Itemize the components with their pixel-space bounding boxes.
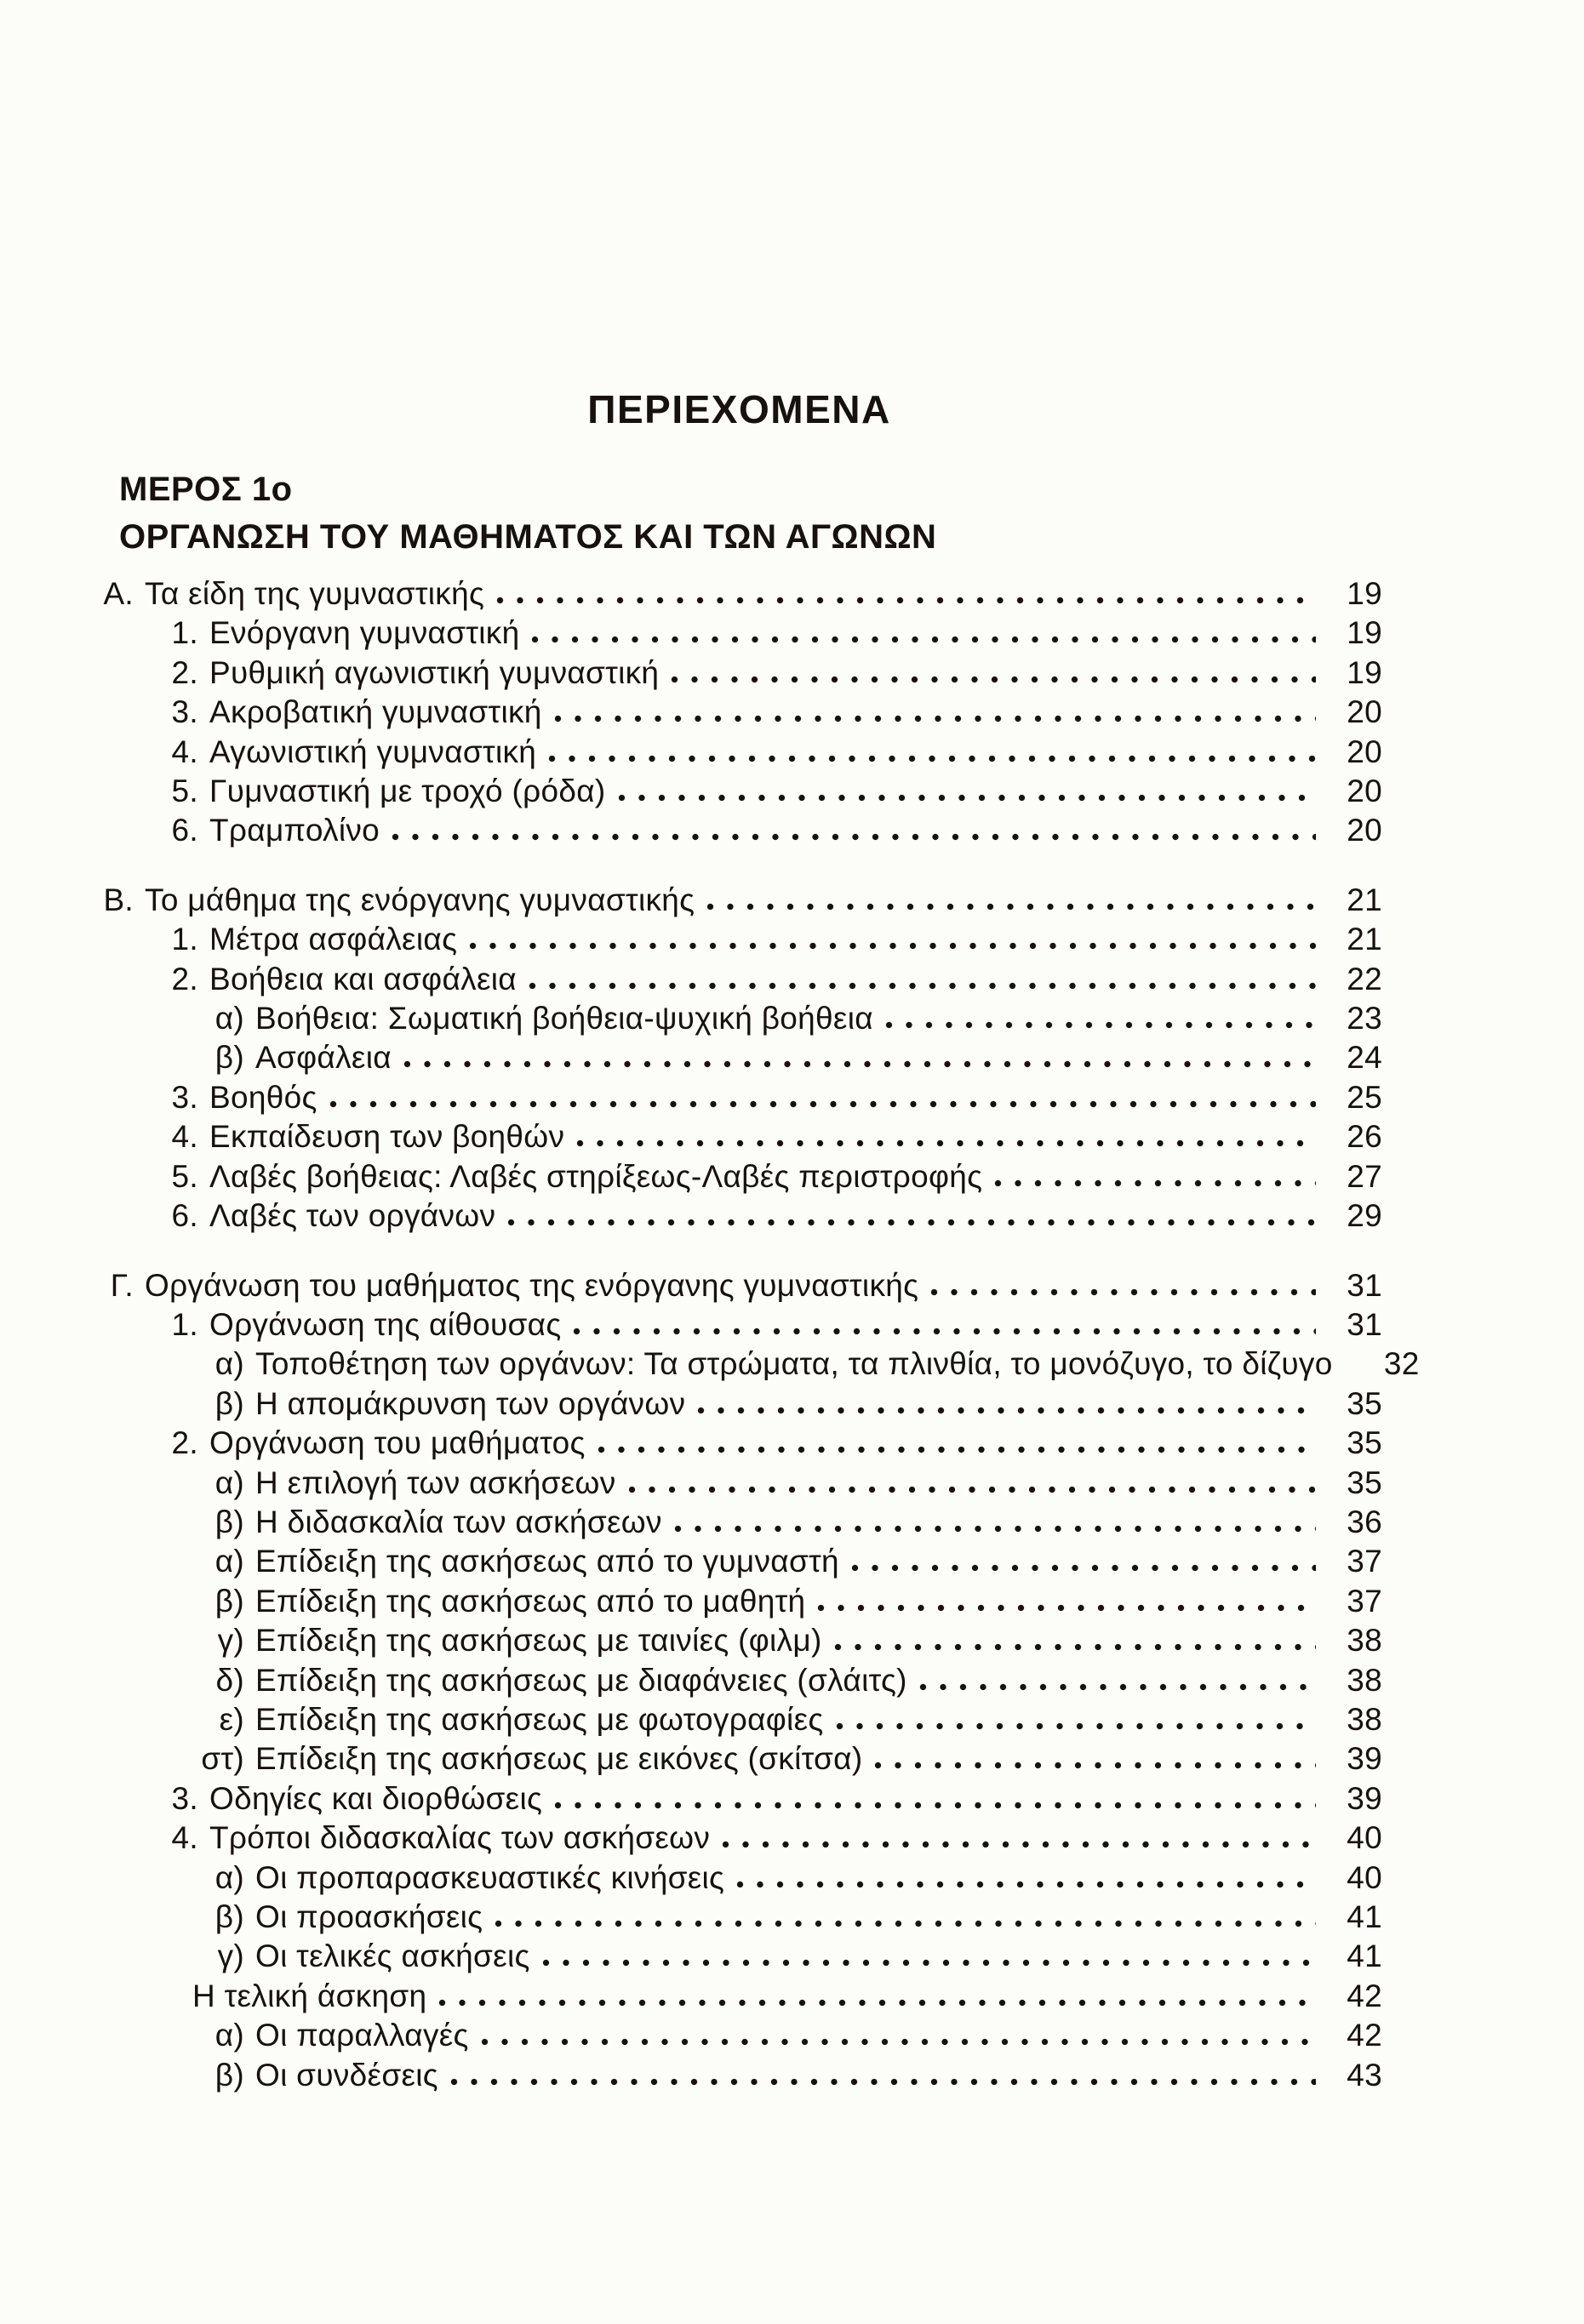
entry-title: Ακροβατική γυμναστική xyxy=(209,694,542,730)
entry-page-number: 35 xyxy=(1347,1425,1382,1461)
entry-title: Οι παραλλαγές xyxy=(255,2018,469,2053)
toc-entry xyxy=(92,574,1382,614)
toc-entry xyxy=(92,614,1382,653)
dot-leader xyxy=(697,1407,1316,1414)
entry-page-number: 24 xyxy=(1347,1040,1382,1076)
dot-leader xyxy=(885,1021,1316,1029)
entry-label: α) xyxy=(214,2018,244,2053)
entry-title: Επίδειξη της ασκήσεως με εικόνες (σκίτσα) xyxy=(255,1741,863,1777)
entry-title: Οδηγίες και διορθώσεις xyxy=(209,1780,543,1816)
toc-entry xyxy=(92,1503,1382,1542)
entry-page-number: 35 xyxy=(1347,1385,1382,1421)
entry-label: β) xyxy=(214,1583,244,1619)
toc-entry xyxy=(92,1898,1382,1937)
toc-entry xyxy=(92,1859,1382,1898)
dot-leader xyxy=(531,636,1316,643)
entry-page-number: 32 xyxy=(1383,1346,1420,1382)
entry-label: 5. xyxy=(171,774,198,809)
toc-entry xyxy=(92,999,1382,1038)
entry-page-number: 21 xyxy=(1347,922,1382,957)
entry-label: 2. xyxy=(171,961,198,996)
entry-title: Μέτρα ασφάλειας xyxy=(209,922,458,957)
dot-leader xyxy=(618,794,1316,802)
dot-leader xyxy=(554,715,1316,722)
toc-entry xyxy=(92,1700,1382,1739)
entry-title: Η επιλογή των ασκήσεων xyxy=(255,1465,616,1500)
page-title: ΠΕΡΙΕΧΟΜΕΝΑ xyxy=(587,387,891,431)
toc-entry xyxy=(92,1739,1382,1779)
dot-leader xyxy=(495,1920,1316,1927)
dot-leader xyxy=(930,1288,1316,1296)
dot-leader xyxy=(576,1139,1316,1147)
entry-page-number: 38 xyxy=(1347,1662,1382,1698)
toc-list xyxy=(92,574,1420,2095)
entry-title: Οι προπαρασκευαστικές κινήσεις xyxy=(255,1859,725,1895)
entry-title: Ασφάλεια xyxy=(255,1040,392,1076)
entry-label: 4. xyxy=(171,1820,198,1856)
dot-leader xyxy=(481,2038,1316,2046)
part-heading xyxy=(119,465,1584,561)
toc-entry xyxy=(92,920,1382,959)
entry-page-number: 25 xyxy=(1347,1079,1382,1115)
entry-page-number: 37 xyxy=(1347,1544,1382,1579)
entry-title: Τραμπολίνο xyxy=(209,813,380,848)
dot-leader xyxy=(329,1100,1316,1108)
entry-label: 6. xyxy=(171,813,198,848)
toc-entry xyxy=(92,1937,1382,1976)
toc-entry xyxy=(92,1779,1382,1819)
entry-page-number: 19 xyxy=(1347,654,1382,690)
dot-leader xyxy=(722,1841,1316,1848)
toc-entry xyxy=(92,1977,1382,2016)
toc-entry xyxy=(92,1157,1382,1196)
toc-entry xyxy=(92,2056,1382,2095)
entry-page-number: 22 xyxy=(1347,961,1382,996)
entry-title: Η τελική άσκηση xyxy=(192,1978,427,2013)
entry-page-number: 40 xyxy=(1347,1859,1382,1895)
entry-page-number: 31 xyxy=(1347,1306,1382,1342)
toc-entry xyxy=(92,2016,1382,2055)
dot-leader xyxy=(874,1762,1316,1769)
entry-title: Βοήθεια: Σωματική βοήθεια-ψυχική βοήθεια xyxy=(255,1001,873,1036)
entry-title: Οργάνωση του μαθήματος της ενόργανης γυμναστικής xyxy=(145,1267,919,1303)
entry-page-number: 38 xyxy=(1347,1701,1382,1737)
dot-leader xyxy=(392,833,1316,841)
dot-leader xyxy=(529,982,1316,990)
entry-title: Επίδειξη της ασκήσεως με ταινίες (φιλμ) xyxy=(255,1623,822,1659)
toc-entry xyxy=(92,654,1382,693)
dot-leader xyxy=(736,1881,1316,1888)
entry-label: 3. xyxy=(171,1079,198,1115)
entry-page-number: 19 xyxy=(1347,615,1382,651)
entry-page-number: 42 xyxy=(1347,1978,1382,2013)
dot-leader xyxy=(671,676,1316,683)
entry-page-number: 20 xyxy=(1347,774,1382,809)
entry-label: 4. xyxy=(171,1119,198,1155)
entry-page-number: 35 xyxy=(1347,1465,1382,1500)
entry-page-number: 20 xyxy=(1347,813,1382,848)
entry-title: Επίδειξη της ασκήσεως με διαφάνειες (σλάιτς) xyxy=(255,1662,907,1698)
entry-label: 6. xyxy=(171,1198,198,1234)
entry-label: στ) xyxy=(201,1741,244,1777)
toc-entry xyxy=(92,1424,1382,1463)
toc-entry xyxy=(92,1542,1382,1581)
toc-entry xyxy=(92,1621,1382,1660)
toc-entry xyxy=(92,1464,1382,1503)
toc-entry xyxy=(92,772,1382,811)
dot-leader xyxy=(496,597,1316,604)
toc-entry xyxy=(92,1305,1382,1345)
entry-label: 5. xyxy=(171,1158,198,1194)
entry-label: 2. xyxy=(171,1425,198,1461)
entry-title: Οι προασκήσεις xyxy=(255,1899,483,1934)
dot-leader xyxy=(542,1959,1316,1967)
entry-page-number: 41 xyxy=(1347,1899,1382,1934)
dot-leader xyxy=(628,1486,1316,1493)
toc-entry xyxy=(92,1196,1382,1236)
entry-page-number: 40 xyxy=(1347,1820,1382,1856)
toc-entry xyxy=(92,1582,1382,1621)
dot-leader xyxy=(834,1643,1316,1651)
entry-title: Τα είδη της γυμναστικής xyxy=(145,576,485,611)
dot-leader xyxy=(674,1525,1316,1533)
entry-page-number: 20 xyxy=(1347,694,1382,730)
entry-label: 3. xyxy=(171,1780,198,1816)
dot-leader xyxy=(469,942,1316,950)
entry-label: Β. xyxy=(103,882,134,917)
toc-section-A xyxy=(92,574,1382,851)
dot-leader xyxy=(548,755,1316,762)
toc-entry xyxy=(92,1117,1382,1156)
entry-label: γ) xyxy=(217,1939,244,1974)
entry-label: β) xyxy=(214,1899,244,1934)
toc-entry xyxy=(92,1385,1382,1424)
entry-page-number: 20 xyxy=(1347,734,1382,769)
entry-title: Τοποθέτηση των οργάνων: Τα στρώματα, τα πλινθία, το μονόζυγο, το δίζυγο xyxy=(255,1346,1333,1382)
entry-title: Γυμναστική με τροχό (ρόδα) xyxy=(209,774,606,809)
entry-page-number: 38 xyxy=(1347,1623,1382,1659)
entry-page-number: 19 xyxy=(1347,576,1382,611)
toc-entry xyxy=(92,1345,1420,1384)
toc-entry xyxy=(92,733,1382,772)
dot-leader xyxy=(573,1328,1316,1335)
entry-label: α) xyxy=(214,1544,244,1579)
entry-label: ε) xyxy=(219,1701,244,1737)
dot-leader xyxy=(507,1219,1316,1226)
entry-label: α) xyxy=(214,1346,244,1382)
dot-leader xyxy=(450,2078,1316,2086)
entry-page-number: 23 xyxy=(1347,1001,1382,1036)
dot-leader xyxy=(554,1802,1316,1809)
entry-title: Οι τελικές ασκήσεις xyxy=(255,1939,530,1974)
entry-label: β) xyxy=(214,1385,244,1421)
toc-entry xyxy=(92,1078,1382,1117)
entry-title: Τρόποι διδασκαλίας των ασκήσεων xyxy=(209,1820,711,1856)
toc-entry xyxy=(92,881,1382,920)
entry-title: Ρυθμική αγωνιστική γυμναστική xyxy=(209,654,660,690)
entry-page-number: 21 xyxy=(1347,882,1382,917)
toc-entry xyxy=(92,960,1382,999)
dot-leader xyxy=(817,1604,1316,1612)
entry-title: Η διδασκαλία των ασκήσεων xyxy=(255,1504,662,1539)
leader-space xyxy=(1345,1367,1353,1374)
entry-title: Ενόργανη γυμναστική xyxy=(209,615,520,651)
entry-label: Α. xyxy=(103,576,134,611)
dot-leader xyxy=(598,1446,1316,1453)
toc-entry xyxy=(92,1661,1382,1700)
toc-entry xyxy=(92,1819,1382,1858)
entry-title: Λαβές των οργάνων xyxy=(209,1198,496,1234)
entry-title: Η απομάκρυνση των οργάνων xyxy=(255,1385,686,1421)
dot-leader xyxy=(836,1722,1317,1730)
entry-page-number: 41 xyxy=(1347,1939,1382,1974)
entry-title: Εκπαίδευση των βοηθών xyxy=(209,1119,565,1155)
entry-title: Λαβές βοήθειας: Λαβές στηρίξεως-Λαβές περιστροφής xyxy=(209,1158,983,1194)
entry-label: Γ. xyxy=(110,1267,134,1303)
dot-leader xyxy=(994,1179,1316,1187)
entry-title: Αγωνιστική γυμναστική xyxy=(209,734,537,769)
entry-label: α) xyxy=(214,1859,244,1895)
part-label: ΜΕΡΟΣ 1ο xyxy=(119,471,293,508)
entry-label: 4. xyxy=(171,734,198,769)
entry-title: Το μάθημα της ενόργανης γυμναστικής xyxy=(145,882,695,917)
entry-page-number: 36 xyxy=(1347,1504,1382,1539)
dot-leader xyxy=(851,1564,1316,1572)
entry-page-number: 39 xyxy=(1347,1780,1382,1816)
entry-title: Επίδειξη της ασκήσεως με φωτογραφίες xyxy=(255,1701,824,1737)
toc-section-B xyxy=(92,881,1382,1236)
entry-page-number: 39 xyxy=(1347,1741,1382,1777)
entry-label: β) xyxy=(214,1504,244,1539)
entry-page-number: 31 xyxy=(1347,1267,1382,1303)
entry-title: Οργάνωση της αίθουσας xyxy=(209,1306,562,1342)
toc-entry xyxy=(92,1266,1382,1305)
entry-title: Επίδειξη της ασκήσεως από το γυμναστή xyxy=(255,1544,839,1579)
entry-label: α) xyxy=(214,1465,244,1500)
dot-leader xyxy=(403,1060,1316,1068)
entry-title: Βοήθεια και ασφάλεια xyxy=(209,961,517,996)
toc-entry xyxy=(92,693,1382,732)
entry-page-number: 27 xyxy=(1347,1158,1382,1194)
entry-page-number: 43 xyxy=(1347,2057,1382,2093)
dot-leader xyxy=(438,1999,1316,2007)
entry-label: γ) xyxy=(217,1623,244,1659)
entry-label: β) xyxy=(214,1040,244,1076)
dot-leader xyxy=(706,903,1316,911)
entry-label: 1. xyxy=(171,922,198,957)
entry-label: 3. xyxy=(171,694,198,730)
dot-leader xyxy=(919,1683,1316,1691)
entry-title: Οι συνδέσεις xyxy=(255,2057,438,2093)
entry-label: 2. xyxy=(171,654,198,690)
entry-label: β) xyxy=(214,2057,244,2093)
toc-section-G xyxy=(92,1266,1420,2096)
entry-title: Οργάνωση του μαθήματος xyxy=(209,1425,586,1461)
entry-label: 1. xyxy=(171,615,198,651)
toc-entry xyxy=(92,811,1382,850)
entry-label: α) xyxy=(214,1001,244,1036)
entry-label: δ) xyxy=(215,1662,244,1698)
entry-title: Βοηθός xyxy=(209,1079,317,1115)
entry-page-number: 37 xyxy=(1347,1583,1382,1619)
entry-page-number: 26 xyxy=(1347,1119,1382,1155)
entry-page-number: 42 xyxy=(1347,2018,1382,2053)
entry-page-number: 29 xyxy=(1347,1198,1382,1234)
toc-entry xyxy=(92,1038,1382,1077)
part-title: ΟΡΓΑΝΩΣΗ ΤΟΥ ΜΑΘΗΜΑΤΟΣ ΚΑΙ ΤΩΝ ΑΓΩΝΩΝ xyxy=(119,518,937,556)
entry-label: 1. xyxy=(171,1306,198,1342)
entry-title: Επίδειξη της ασκήσεως από το μαθητή xyxy=(255,1583,806,1619)
